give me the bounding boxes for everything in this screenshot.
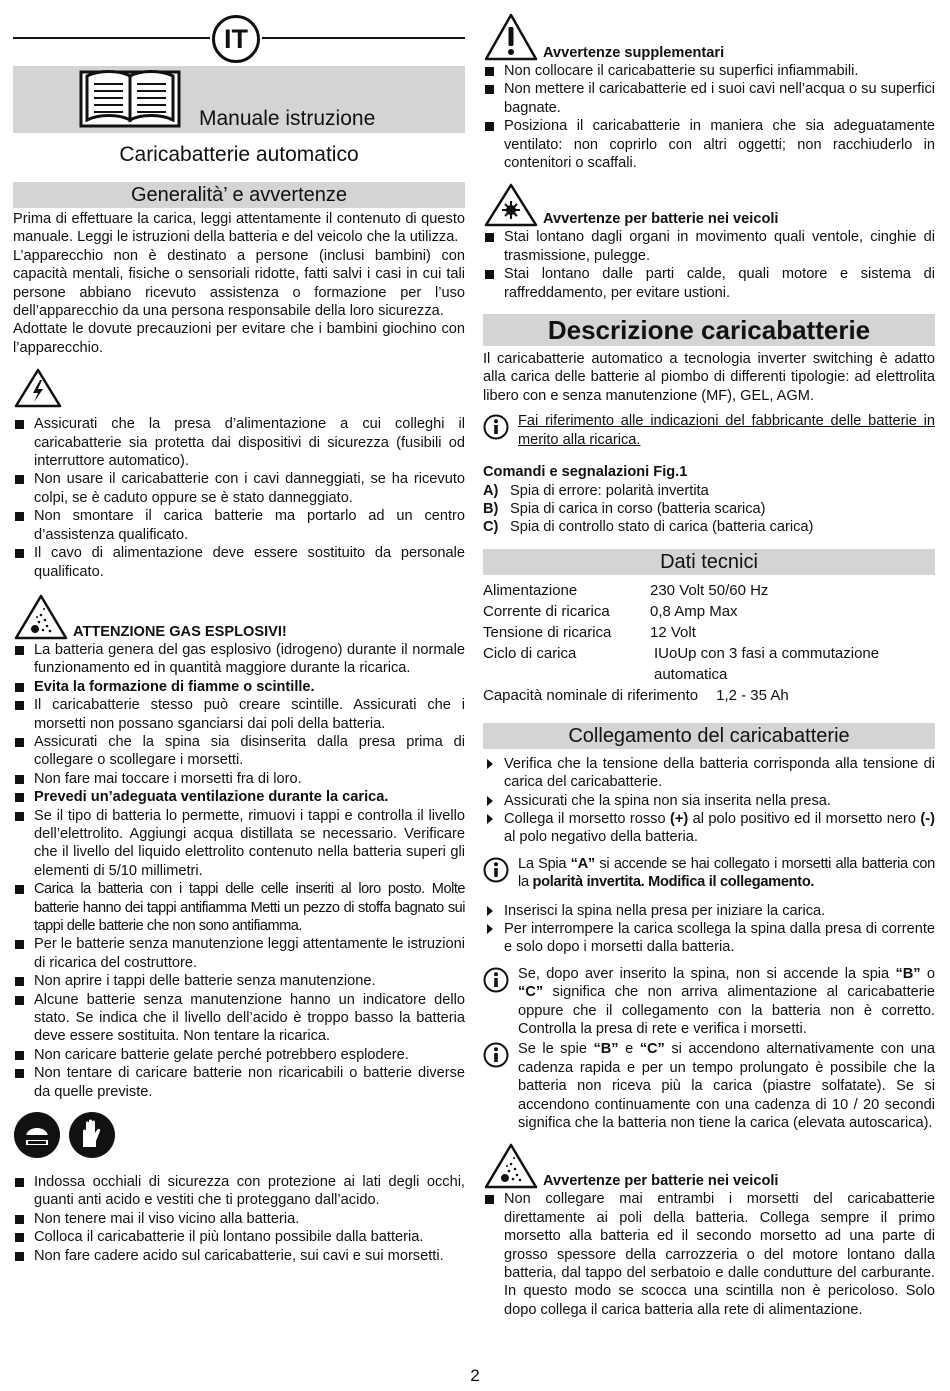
info-text: e [618, 1041, 640, 1058]
electrical-bullet: Il cavo di alimentazione deve essere sostituito da personale qualificato. [13, 544, 465, 581]
supp-heading: Avvertenze supplementari [543, 44, 725, 61]
plus-sign: (+) [669, 810, 689, 827]
info-icon [483, 414, 509, 440]
tech-capacity-row [483, 685, 935, 706]
controls-heading: Comandi e segnalazioni Fig.1 [483, 464, 688, 481]
conn-step: Per interrompere la carica scollega la spina dalla presa di corrente e solo dopo i morsetti dalla batteria. [483, 920, 935, 957]
info-icon [483, 857, 509, 883]
page-number: 2 [470, 1366, 480, 1385]
info-text: si accende se hai collegato i morsetti alla batteria con la [518, 855, 936, 891]
desc-info: Fai riferimento alle indicazioni del fabbricante delle batterie in merito alla ricarica. [518, 413, 935, 448]
control-key: C) [483, 519, 499, 536]
info-text: Se le spie [518, 1041, 594, 1058]
gas-bullet: Il caricabatterie stesso può creare scintille. Assicurati che i morsetti non possano sganciarsi dai poli della batteria. [13, 696, 465, 733]
info-icon [483, 967, 509, 993]
conn-step [483, 810, 935, 847]
tech-value: 0,8 Amp Max [650, 602, 738, 620]
gas-bullet: Prevedi un’adeguata ventilazione durante la carica. [13, 788, 465, 806]
info-text: Se, dopo aver inserito la spina, non si accende la spia [518, 965, 896, 982]
gas-bullet: Carica la batteria con i tappi delle celle inseriti al loro posto. Molte batterie hanno dei tappi antifiamma Metti un pezzo di stoffa bagnato sui tappi delle batterie che non sono antifiamma. [13, 880, 465, 935]
supp-bullet: Non mettere il caricabatterie ed i suoi cavi nell’acqua o su superfici bagnate. [483, 80, 935, 117]
ppe-bullet: Non fare cadere acido sul caricabatterie, sui cavi e sui morsetti. [13, 1247, 465, 1265]
info-polarity [518, 855, 935, 892]
tech-row [483, 580, 935, 601]
tech-value: 12 Volt [650, 623, 696, 641]
gas-bullet: Non tentare di caricare batterie non ricaricabili o batterie diverse da quelle previste. [13, 1064, 465, 1101]
tech-capacity-label: Capacità nominale di riferimento [483, 686, 699, 704]
conn-heading: Collegamento del caricabatterie [483, 723, 935, 749]
warning-icon [483, 12, 539, 62]
book-icon [79, 66, 181, 130]
electrical-bullet: Assicurati che la presa d’alimentazione a cui colleghi il caricabatterie sia protetta dai dispositivi di sicurezza (fusibili od interruttore automatico). [13, 415, 465, 470]
conn-step-text: Collega il morsetto rosso [504, 810, 670, 827]
tech-label: Alimentazione [483, 581, 578, 599]
gas-bullet: Non caricare batterie gelate perché potrebbero esplodere. [13, 1046, 465, 1064]
vehicle-bullet: Stai lontano dagli organi in movimento quali ventole, cinghie di trasmissione, pulegge. [483, 228, 935, 265]
info-icon [483, 1042, 509, 1068]
tech-label: Corrente di ricarica [483, 602, 610, 620]
conn-step: Inserisci la spina nella presa per iniziare la carica. [483, 902, 935, 920]
gas-bullet: Non aprire i tappi delle batterie senza manutenzione. [13, 972, 465, 990]
tech-value: IUoUp con 3 fasi a commutazione automatica [654, 644, 880, 683]
conn-step: Assicurati che la spina non sia inserita nella presa. [483, 792, 935, 810]
tech-label: Ciclo di carica [483, 644, 577, 662]
intro-paragraph-1: Prima di effettuare la carica, leggi attentamente il contenuto di questo manuale. Leggi le istruzioni della batteria e del veicolo che la utilizza. [13, 211, 465, 246]
supp-bullet: Non collocare il caricabatterie su superfici infiammabili. [483, 62, 935, 80]
tech-capacity-value: 1,2 - 35 Ah [716, 686, 789, 704]
tech-value: 230 Volt 50/60 Hz [650, 581, 769, 599]
tech-row [483, 643, 935, 685]
gas-bullet: Evita la formazione di fiamme o scintille. [13, 678, 465, 696]
control-text: Spia di controllo stato di carica (batteria carica) [510, 519, 814, 536]
vehicle2-heading: Avvertenze per batterie nei veicoli [543, 1173, 779, 1190]
tech-row [483, 622, 935, 643]
spia-b: “B” [593, 1041, 619, 1058]
electrical-bullet: Non smontare il carica batterie ma portarlo ad un centro d’assistenza qualificato. [13, 507, 465, 544]
gas-bullet: Non fare mai toccare i morsetti fra di loro. [13, 770, 465, 788]
lang-badge [212, 15, 260, 63]
vehicle2-bullet: Non collegare mai entrambi i morsetti del caricabatterie direttamente ai poli della batteria. Collega sempre il primo morsetto alla batteria ed il secondo morsetto ad una parte di grosso spessore della carrozzeria o del motore lontano dalla batteria, dal tappo del serbatoio e dalle condutture del carburante. In questo modo se scocca una scintilla non è pericoloso. Solo dopo collega il carica batteria alla rete di alimentazione. [483, 1190, 935, 1319]
intro-paragraph-2: L’apparecchio non è destinato a persone (inclusi bambini) con capacità mentali, fisiche o sensoriali ridotte, fatti salvi i casi in cui tali persone abbiano ricevuto assistenza o formazione per l’uso dell’apparecchio da una persona responsabile della loro sicurezza. [13, 247, 465, 320]
info-bold: polarità invertita. Modifica il collegamento. [532, 874, 815, 891]
spia-c: “C” [639, 1041, 665, 1058]
explosive-gas-icon [13, 593, 69, 641]
info-text: significa che non arriva alimentazione al caricabatterie oppure che il collegamento con la batteria non è corretto. Controlla la presa di rete e verifica i morsetti. [518, 984, 935, 1037]
info-text: si accendono alternativamente con una cadenza rapida e per un tempo prolungato è possibile che la batteria non riceva più la carica (piastre solfatate). Se si accendono continuamente con una cadenza di 10 / 20 secondi significa che la batteria non tiene la carica (elevata autoscarica). [518, 1041, 935, 1132]
electrical-bullet: Non usare il caricabatterie con i cavi danneggiati, se ha ricevuto colpi, se è caduto oppure se è stato danneggiato. [13, 470, 465, 507]
gas-bullet: Assicurati che la spina sia disinserita dalla presa prima di collegare o scollegare i morsetti. [13, 733, 465, 770]
electric-hazard-icon [13, 367, 63, 409]
moving-parts-icon [483, 182, 539, 228]
tech-table [483, 580, 935, 685]
lang-badge-text: IT [224, 24, 248, 54]
gas-bullet: Se il tipo di batteria lo permette, rimuovi i tappi e controlla il livello dell’elettrolito. Aggiungi acqua distillata se necessario. Verificare che il livello del liquido elettrolito contenuto nella batteria superi gli elementi di 5/10 millimetri. [13, 807, 465, 881]
supp-bullet: Posiziona il caricabatterie in maniera che sia adeguatamente ventilato: non coprirlo con altri oggetti; non racchiuderlo in contenitori o scaffali. [483, 117, 935, 172]
explosive-gas-icon [483, 1142, 539, 1190]
vehicle-bullet: Stai lontano dalle parti calde, quali motore e sistema di raffreddamento, per evitare ustioni. [483, 265, 935, 302]
header-rule-right [262, 37, 465, 39]
conn-step-text: al polo negativo della batteria. [504, 829, 698, 846]
conn-step-text: al polo positivo ed il morsetto nero [688, 810, 921, 827]
section-general-heading: Generalità’ e avvertenze [13, 182, 465, 208]
control-row [483, 500, 935, 518]
safety-gloves-icon [68, 1111, 116, 1159]
manual-title: Manuale istruzione [199, 107, 376, 130]
control-text: Spia di carica in corso (batteria scarica) [510, 500, 766, 517]
conn-step: Verifica che la tensione della batteria corrisponda alla tensione di carica del caricabatterie. [483, 755, 935, 792]
desc-text: Il caricabatterie automatico a tecnologia inverter switching è adatto alla carica delle batterie al piombo di differenti tipologie: ad elettrolita libero con e senza manutenzione (MF), GEL, AGM. [483, 351, 935, 404]
control-row [483, 518, 935, 536]
info-text: La Spia [518, 855, 571, 872]
ppe-bullet: Colloca il caricabatterie il più lontano possibile dalla batteria. [13, 1228, 465, 1246]
gas-heading: ATTENZIONE GAS ESPLOSIVI! [73, 623, 287, 640]
spia-b: “B” [895, 965, 921, 982]
product-title: Caricabatterie automatico [119, 143, 359, 166]
tech-row [483, 601, 935, 622]
gas-bullet: La batteria genera del gas esplosivo (idrogeno) durante il normale funzionamento ed in quantità maggiore durante la ricarica. [13, 641, 465, 678]
info-alternating [518, 1040, 935, 1132]
tech-label: Tensione di ricarica [483, 623, 612, 641]
intro-paragraph-3: Adottate le dovute precauzioni per evitare che i bambini giochino con l’apparecchio. [13, 321, 465, 356]
control-key: A) [483, 482, 499, 499]
header-rule-left [13, 37, 210, 39]
control-text: Spia di errore: polarità invertita [510, 482, 709, 499]
info-no-power [518, 965, 935, 1039]
safety-goggles-icon [13, 1111, 61, 1159]
gas-bullet: Alcune batterie senza manutenzione hanno un indicatore dello stato. Se indica che il livello dell’acido è troppo basso la batteria deve essere sostituita. Non tentare la ricarica. [13, 991, 465, 1046]
spia-c: “C” [518, 984, 544, 1001]
gas-bullet: Per le batterie senza manutenzione leggi attentamente le istruzioni di ricarica del costruttore. [13, 935, 465, 972]
vehicle-heading: Avvertenze per batterie nei veicoli [543, 211, 779, 228]
spia-a: “A” [570, 855, 595, 872]
desc-heading: Descrizione caricabatterie [483, 314, 935, 346]
control-row [483, 482, 935, 500]
minus-sign: (-) [920, 810, 935, 827]
control-key: B) [483, 500, 499, 517]
ppe-bullet: Non tenere mai il viso vicino alla batteria. [13, 1210, 465, 1228]
info-text: o [920, 965, 935, 982]
ppe-bullet: Indossa occhiali di sicurezza con protezione ai lati degli occhi, guanti anti acido e vestiti che ti proteggano dall’acido. [13, 1173, 465, 1210]
tech-heading: Dati tecnici [483, 549, 935, 575]
